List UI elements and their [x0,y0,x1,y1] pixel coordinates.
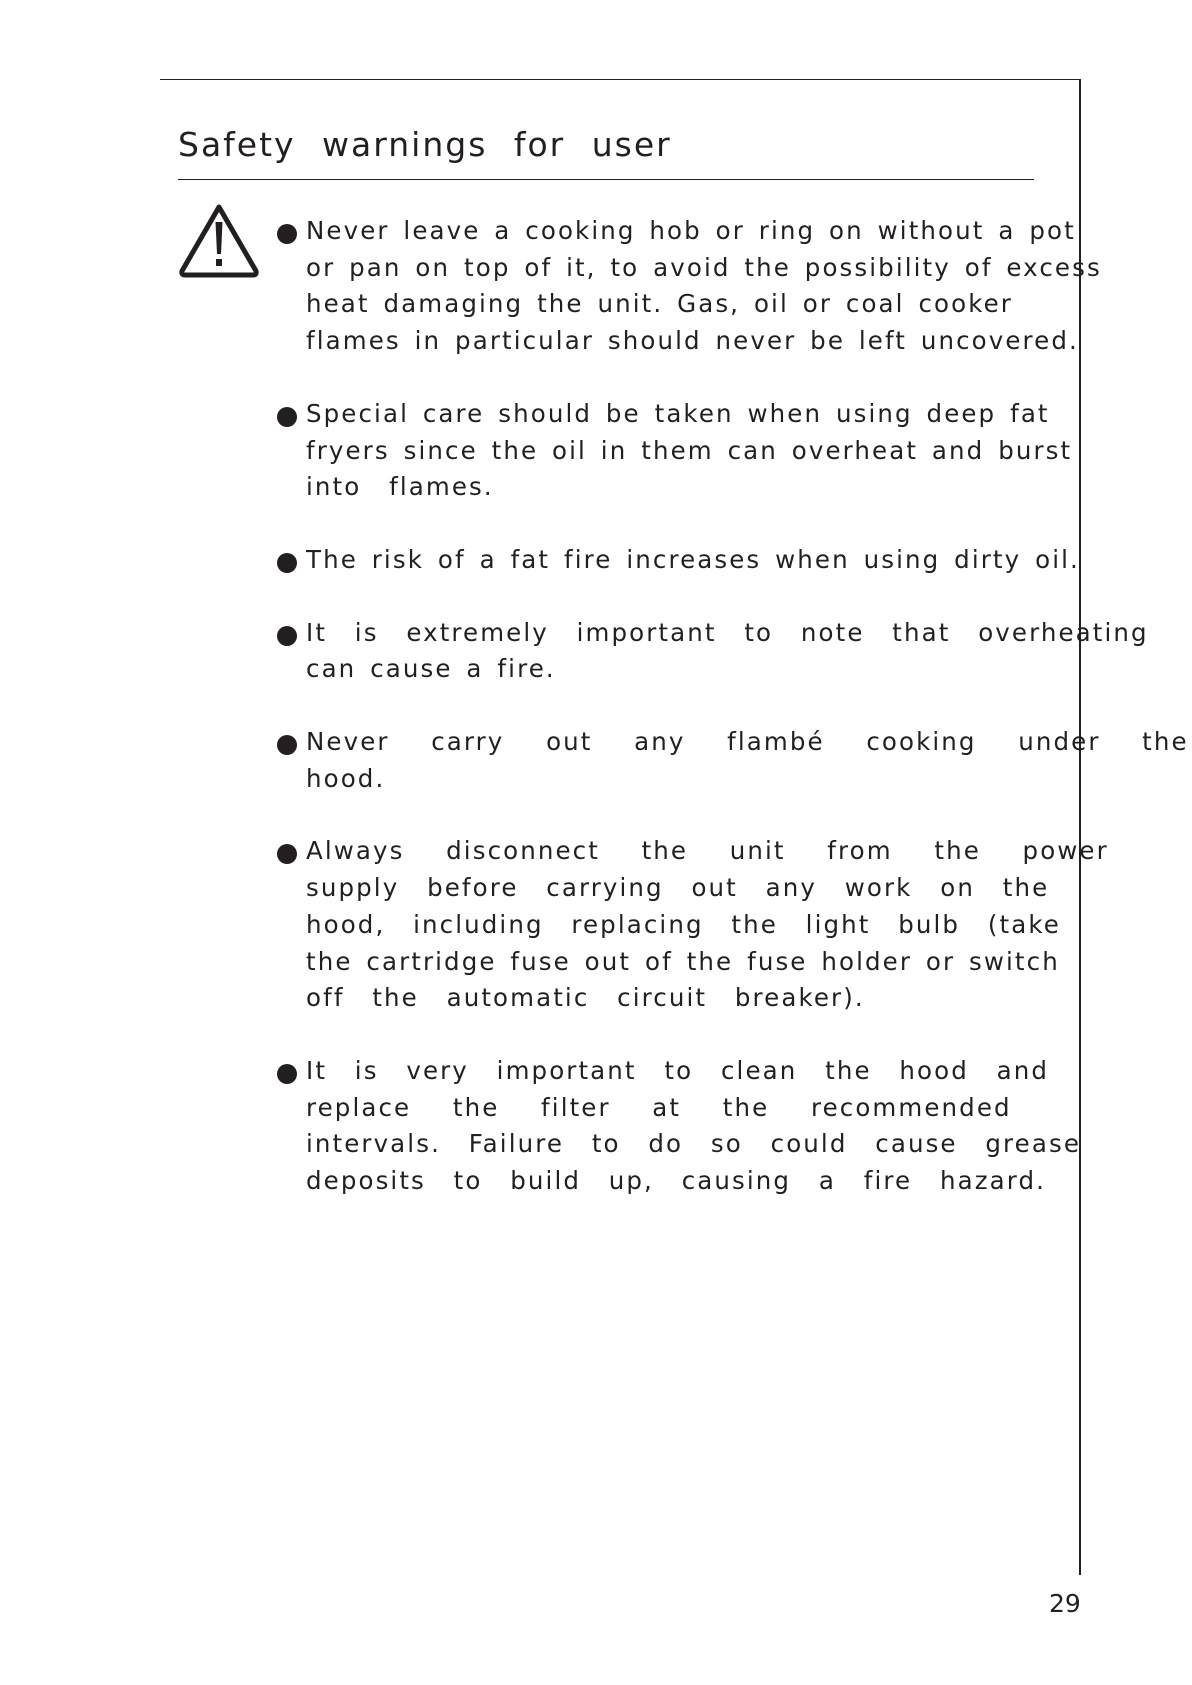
warning-text-line: Special care should be taken when using deep fat [306,398,1050,428]
warning-item [276,1053,1081,1200]
bullet-dot-icon [277,553,297,573]
warning-text-line: off the automatic circuit breaker). [306,983,865,1013]
warning-text-line: fryers since the oil in them can overheat and burst [306,435,1073,465]
bullet-dot-icon [277,626,297,646]
warning-text-line: replace the filter at the recommended [306,1092,1012,1122]
warning-text-line: hood. [306,763,386,793]
warning-exclamation-bar [216,222,223,254]
warning-item [276,213,1102,360]
warning-text-line: can cause a fire. [306,654,556,684]
warning-triangle-icon [178,202,260,278]
warning-text-line: or pan on top of it, to avoid the possibility of excess [306,252,1102,282]
bullet-dot-icon [277,735,297,755]
warning-text-line: intervals. Failure to do so could cause grease [306,1129,1081,1159]
warning-item [276,724,1189,797]
warning-text-line: the cartridge fuse out of the fuse holder or switch [306,946,1060,976]
bullet-dot-icon [277,407,297,427]
page-title: Safety warnings for user [178,125,672,164]
warning-text-line: flames in particular should never be left uncovered. [306,326,1079,356]
warning-item [276,615,1149,688]
warning-exclamation-dot [216,259,222,266]
warning-text-line: hood, including replacing the light bulb (take [306,909,1061,939]
warning-text-line: It is extremely important to note that overheating [306,617,1149,647]
warning-item [276,396,1073,506]
bullet-dot-icon [277,224,297,244]
warning-text-line: Never carry out any flambé cooking under the [306,727,1189,757]
warning-text-line: It is very important to clean the hood and [306,1055,1050,1085]
warning-text-line: heat damaging the unit. Gas, oil or coal cooker [306,289,1013,319]
right-border-rule [1079,79,1081,1575]
warning-list [276,213,1189,1236]
warning-text-line: supply before carrying out any work on the [306,873,1050,903]
title-underline [178,179,1034,180]
warning-item [276,833,1109,1017]
warning-item [276,542,1080,579]
warning-text-line: deposits to build up, causing a fire hazard. [306,1166,1047,1196]
warning-text-line: Never leave a cooking hob or ring on without a pot [306,216,1076,245]
warning-text-line: The risk of a fat fire increases when using dirty oil. [306,544,1080,574]
warning-text-line: into flames. [306,472,494,502]
bullet-dot-icon [277,844,297,864]
page-number: 29 [1049,1589,1081,1618]
top-border-rule [160,79,1081,80]
warning-text-line: Always disconnect the unit from the power [306,836,1109,866]
bullet-dot-icon [277,1064,297,1084]
